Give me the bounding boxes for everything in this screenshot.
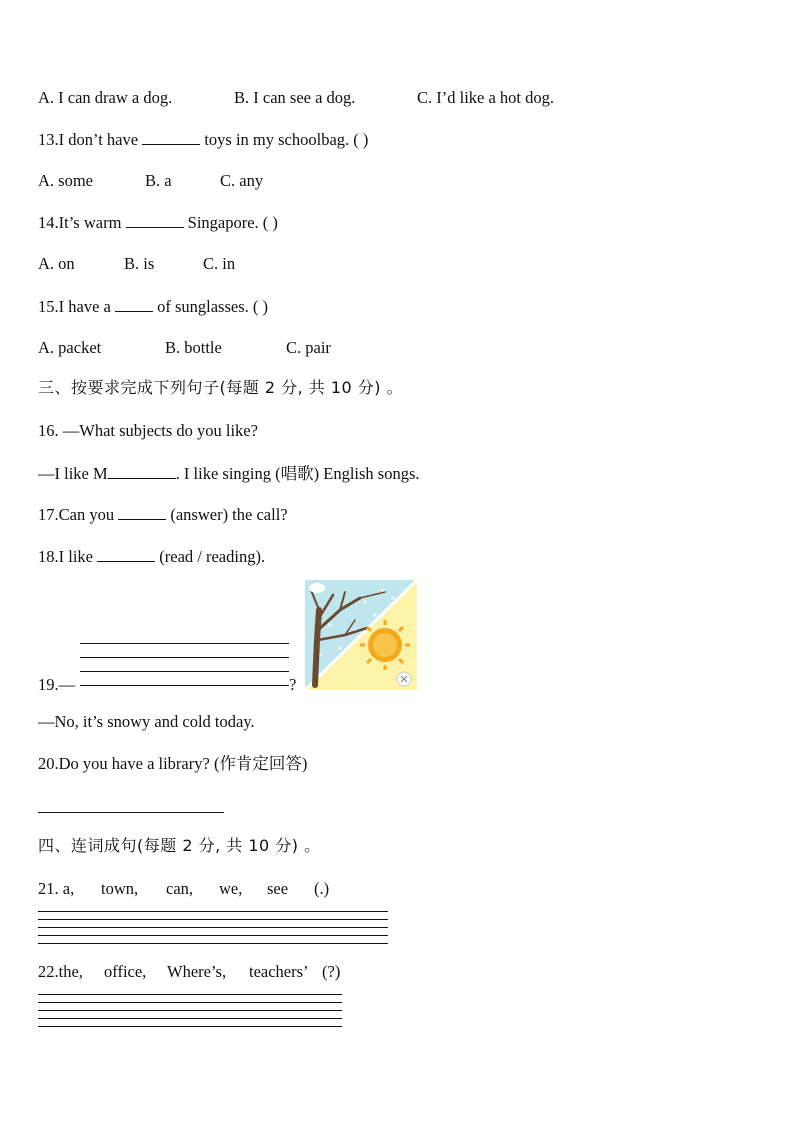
- q14-option-c: C. in: [203, 254, 236, 273]
- q14-text-post: Singapore. ( ): [183, 213, 278, 232]
- q13-option-c: C. any: [220, 171, 264, 190]
- q19-writing-line-3[interactable]: [80, 671, 289, 672]
- q16-text-post: . I like singing (唱歌) English songs.: [175, 464, 420, 483]
- q15-text-pre: 15.I have a: [38, 297, 115, 316]
- q21-writing-line-4[interactable]: [38, 935, 388, 936]
- q13-text-pre: 13.I don’t have: [38, 130, 143, 149]
- q22-writing-line-3[interactable]: [38, 1010, 342, 1011]
- q16-answer-line: [38, 463, 420, 484]
- q21-word-1: 21. a,: [38, 879, 75, 898]
- q21-writing-line-2[interactable]: [38, 919, 388, 920]
- q22-word-3: Where’s,: [167, 962, 227, 981]
- q15-option-a: A. packet: [38, 338, 102, 357]
- q16-question: 16. —What subjects do you like?: [38, 421, 258, 440]
- q22-writing-line-2[interactable]: [38, 1002, 342, 1003]
- q21-writing-line-5[interactable]: [38, 943, 388, 944]
- q15-option-b: B. bottle: [165, 338, 222, 357]
- q14-option-a: A. on: [38, 254, 75, 273]
- q21-writing-line-3[interactable]: [38, 927, 388, 928]
- q16-blank[interactable]: [108, 463, 176, 479]
- q18-text-pre: 18.I like: [38, 547, 98, 566]
- q19-writing-line-2[interactable]: [80, 657, 289, 658]
- q14-blank[interactable]: [126, 212, 184, 228]
- q20-answer-line[interactable]: [38, 812, 224, 813]
- q18-blank[interactable]: [97, 546, 155, 562]
- q15-question: [38, 296, 268, 317]
- q21-word-2: town,: [101, 879, 139, 898]
- q12-option-c: C. I’d like a hot dog.: [417, 88, 555, 107]
- q19-writing-line-1[interactable]: [80, 643, 289, 644]
- q17-question: [38, 504, 288, 525]
- section-4-heading: 四、连词成句(每题 2 分, 共 10 分) 。: [38, 836, 321, 855]
- winter-summer-picture: [305, 580, 417, 690]
- q22-writing-line-5[interactable]: [38, 1026, 342, 1027]
- section-3-heading: 三、按要求完成下列句子(每题 2 分, 共 10 分) 。: [38, 378, 404, 397]
- q18-question: [38, 546, 265, 567]
- q22-word-5: (?): [322, 962, 341, 981]
- q21-word-4: we,: [219, 879, 243, 898]
- q17-text-pre: 17.Can you: [38, 505, 119, 524]
- q13-blank[interactable]: [142, 129, 200, 145]
- q17-text-post: (answer) the call?: [166, 505, 288, 524]
- q12-option-b: B. I can see a dog.: [234, 88, 356, 107]
- q22-writing-line-1[interactable]: [38, 994, 342, 995]
- q21-word-5: see: [267, 879, 289, 898]
- q19-answer: —No, it’s snowy and cold today.: [38, 712, 255, 731]
- q14-question: [38, 212, 278, 233]
- q13-option-b: B. a: [145, 171, 172, 190]
- q20-question: 20.Do you have a library? (作肯定回答): [38, 754, 308, 773]
- q19-writing-line-4[interactable]: [80, 685, 289, 686]
- q15-text-post: of sunglasses. ( ): [152, 297, 268, 316]
- q17-blank[interactable]: [118, 504, 166, 520]
- q21-word-6: (.): [314, 879, 330, 898]
- q21-word-3: can,: [166, 879, 194, 898]
- q19-question-mark: ?: [289, 675, 297, 694]
- q22-writing-line-4[interactable]: [38, 1018, 342, 1019]
- q16-text-pre: —I like M: [38, 464, 108, 483]
- q13-text-post: toys in my schoolbag. ( ): [200, 130, 369, 149]
- q13-question: [38, 129, 368, 150]
- q15-blank[interactable]: [115, 296, 153, 312]
- q18-text-post: (read / reading).: [155, 547, 266, 566]
- q13-option-a: A. some: [38, 171, 93, 190]
- q15-option-c: C. pair: [286, 338, 331, 357]
- q19-prefix: 19.—: [38, 675, 76, 694]
- q22-word-2: office,: [104, 962, 147, 981]
- q12-option-a: A. I can draw a dog.: [38, 88, 173, 107]
- q14-option-b: B. is: [124, 254, 155, 273]
- q14-text-pre: 14.It’s warm: [38, 213, 126, 232]
- q22-word-1: 22.the,: [38, 962, 83, 981]
- q22-word-4: teachers’: [249, 962, 309, 981]
- q21-writing-line-1[interactable]: [38, 911, 388, 912]
